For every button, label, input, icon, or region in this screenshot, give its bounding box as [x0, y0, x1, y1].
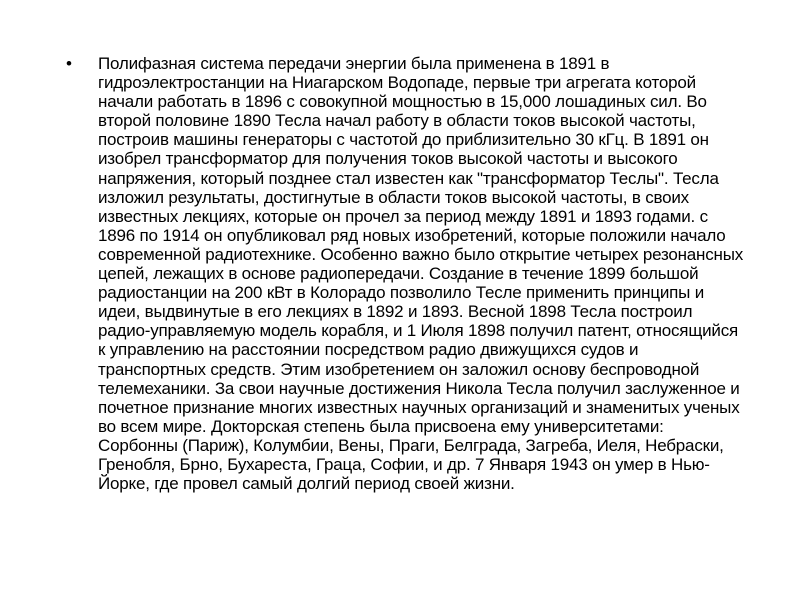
bullet-item	[66, 54, 746, 493]
paragraph-text: Полифазная система передачи энергии была применена в 1891 в гидроэлектростанции на Ниагарском Водопаде, первые три агрегата которой начали работать в 1896 с совокупной мощностью в 15,000 лошадиных сил. Во второй половине 1890 Тесла начал работу в области токов высокой частоты, построив машины генераторы с частотой до приблизительно 30 кГц. В 1891 он изобрел трансформатор для получения токов высокой частоты и высокого напряжения, который позднее стал известен как "трансформатор Теслы". Тесла изложил результаты, достигнутые в области токов высокой частоты, в своих известных лекциях, которые он прочел за период между 1891 и 1893 годами. с 1896 по 1914 он опубликовал ряд новых изобретений, которые положили начало современной радиотехнике. Особенно важно было открытие четырех резонансных цепей, лежащих в основе радиопередачи. Создание в течение 1899 большой радиостанции на 200 кВт в Колорадо позволило Тесле применить принципы и идеи, выдвинутые в его лекциях в 1892 и 1893. Весной 1898 Тесла построил радио-управляемую модель корабля, и 1 Июля 1898 получил патент, относящийся к управлению на расстоянии посредством радио движущихся судов и транспортных средств. Этим изобретением он заложил основу беспроводной телемеханики. За свои научные достижения Никола Тесла получил заслуженное и почетное признание многих известных научных организаций и знаменитых ученых во всем мире. Докторская степень была присвоена ему университетами: Сорбонны (Париж), Колумбии, Вены, Праги, Белграда, Загреба, Иеля, Небраски, Гренобля, Брно, Бухареста, Граца, Софии, и др. 7 Января 1943 он умер в Нью-Йорке, где провел самый долгий период своей жизни.	[98, 54, 744, 494]
bullet-list	[66, 54, 746, 493]
bullet-marker: •	[66, 54, 72, 73]
